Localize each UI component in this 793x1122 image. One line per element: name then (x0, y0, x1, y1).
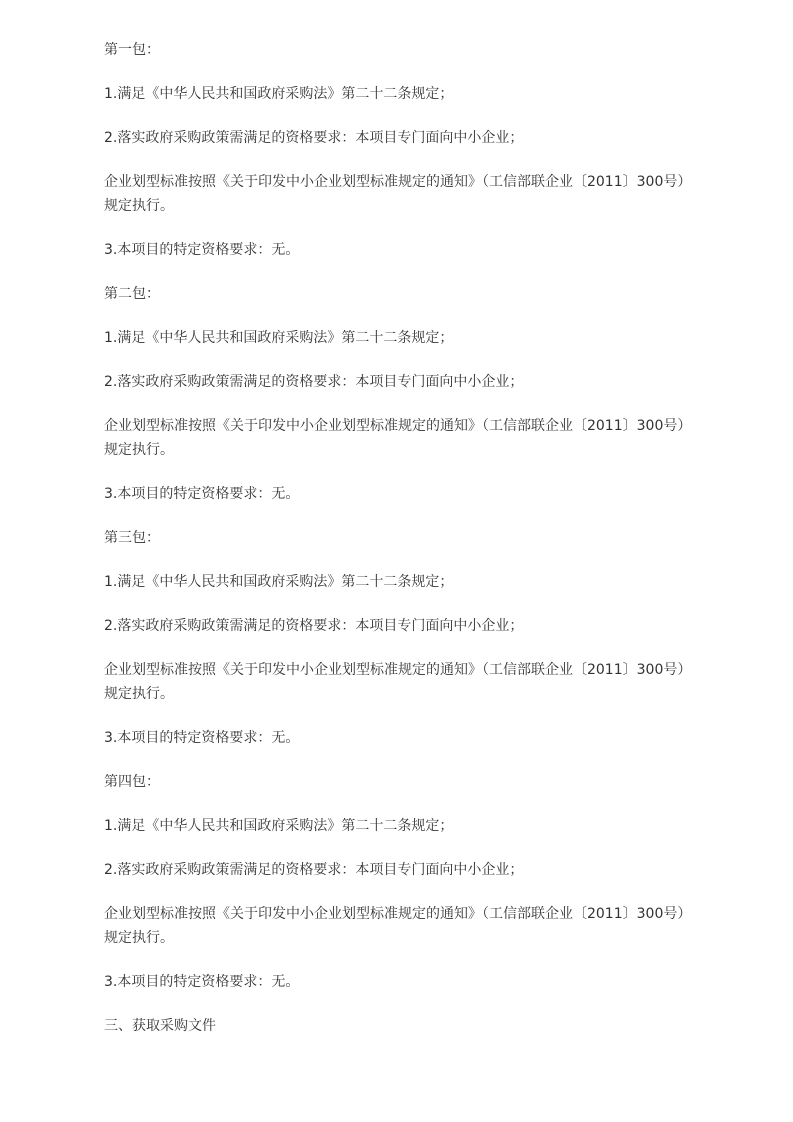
requirement-policy: 2.落实政府采购政策需满足的资格要求：本项目专门面向中小企业； (104, 374, 524, 390)
requirement-specific: 3.本项目的特定资格要求：无。 (104, 486, 300, 502)
package-title: 第一包： (104, 42, 160, 58)
requirement-specific: 3.本项目的特定资格要求：无。 (104, 974, 300, 990)
requirement-policy: 2.落实政府采购政策需满足的资格要求：本项目专门面向中小企业； (104, 862, 524, 878)
requirement-legal: 1.满足《中华人民共和国政府采购法》第二十二条规定； (104, 86, 454, 102)
requirement-policy: 2.落实政府采购政策需满足的资格要求：本项目专门面向中小企业； (104, 618, 524, 634)
package-3 (104, 526, 704, 750)
requirement-legal: 1.满足《中华人民共和国政府采购法》第二十二条规定； (104, 818, 454, 834)
document-body (104, 38, 704, 1038)
package-title: 第三包： (104, 530, 160, 546)
requirement-specific: 3.本项目的特定资格要求：无。 (104, 730, 300, 746)
requirement-classification: 企业划型标准按照《关于印发中小企业划型标准规定的通知》（工信部联企业〔2011〕300号）规定执行。 (104, 418, 692, 458)
package-title: 第二包： (104, 286, 160, 302)
section-heading: 三、获取采购文件 (104, 1018, 216, 1034)
requirement-specific: 3.本项目的特定资格要求：无。 (104, 242, 300, 258)
package-1 (104, 38, 704, 262)
requirement-classification: 企业划型标准按照《关于印发中小企业划型标准规定的通知》（工信部联企业〔2011〕300号）规定执行。 (104, 174, 692, 214)
requirement-legal: 1.满足《中华人民共和国政府采购法》第二十二条规定； (104, 574, 454, 590)
package-2 (104, 282, 704, 506)
requirement-policy: 2.落实政府采购政策需满足的资格要求：本项目专门面向中小企业； (104, 130, 524, 146)
requirement-classification: 企业划型标准按照《关于印发中小企业划型标准规定的通知》（工信部联企业〔2011〕300号）规定执行。 (104, 906, 692, 946)
requirement-legal: 1.满足《中华人民共和国政府采购法》第二十二条规定； (104, 330, 454, 346)
package-title: 第四包： (104, 774, 160, 790)
requirement-classification: 企业划型标准按照《关于印发中小企业划型标准规定的通知》（工信部联企业〔2011〕300号）规定执行。 (104, 662, 692, 702)
package-4 (104, 770, 704, 994)
